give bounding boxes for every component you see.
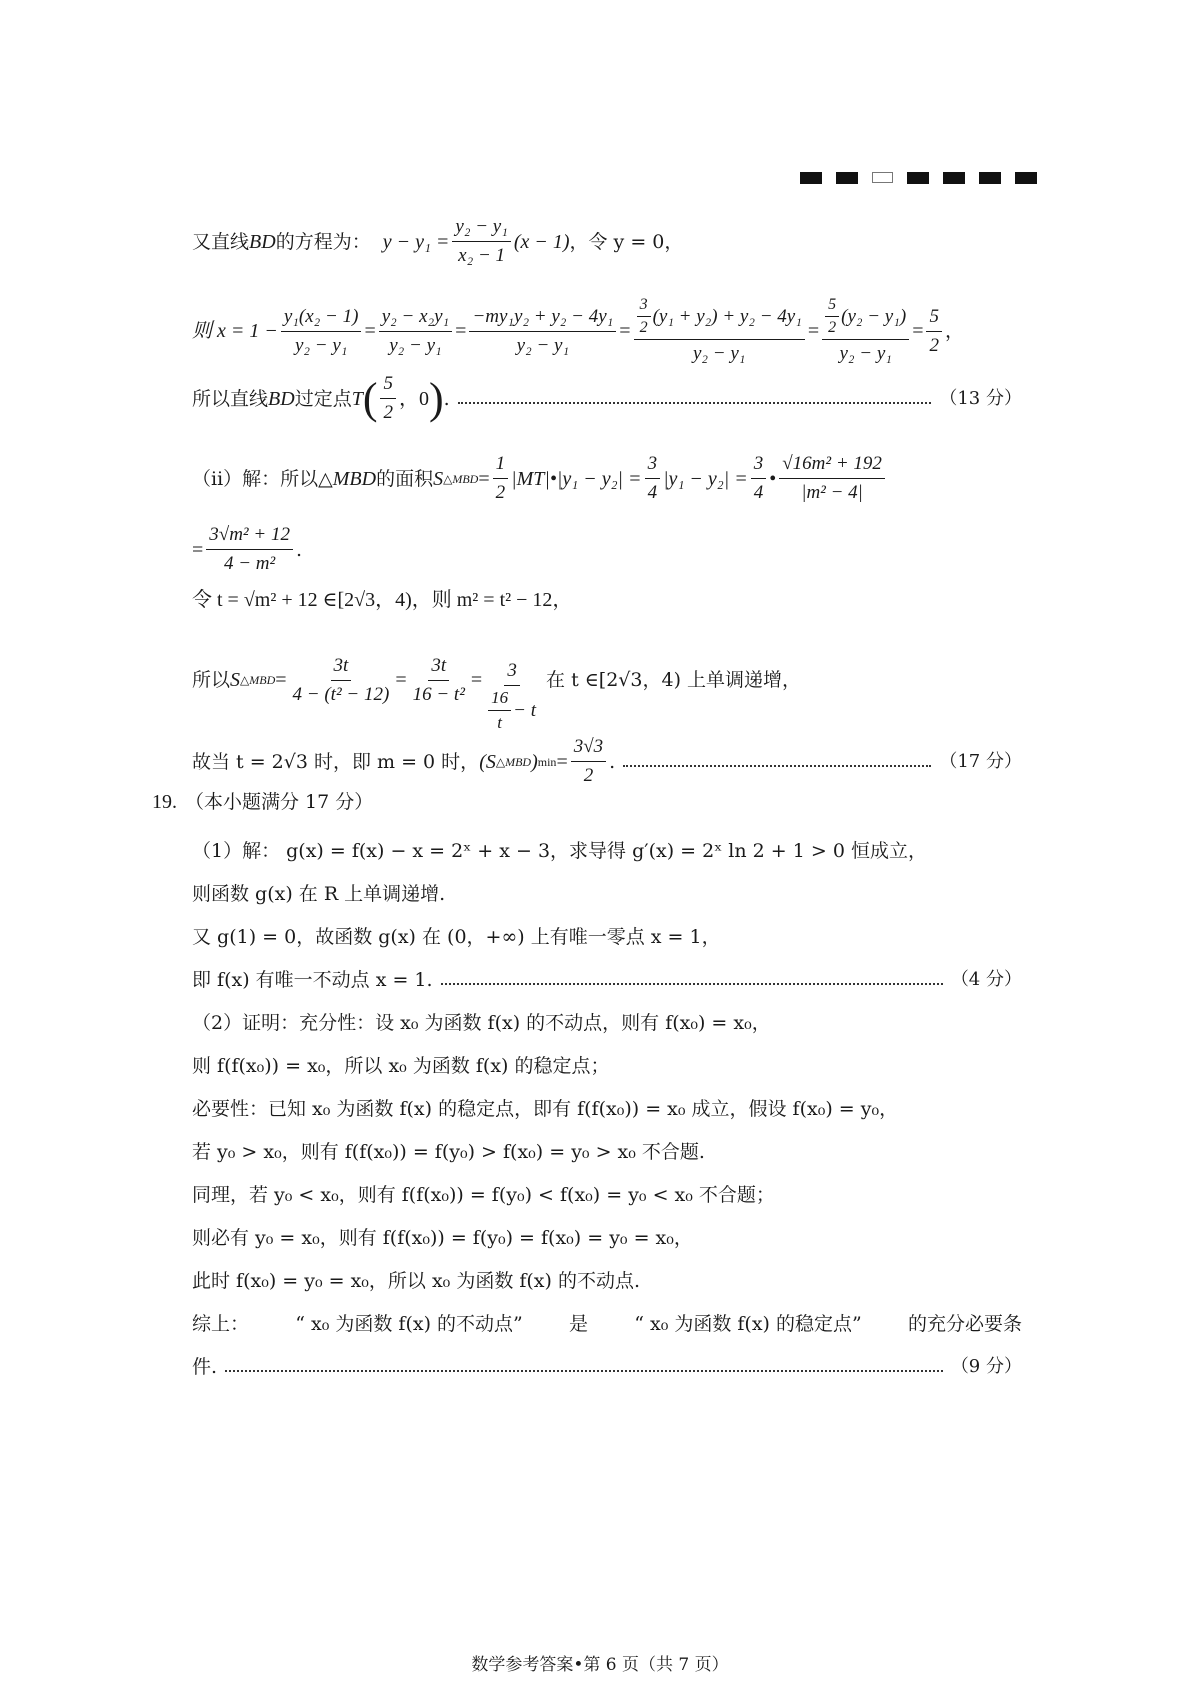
fraction [493, 452, 509, 505]
fraction [645, 452, 661, 505]
score-label: （17 分） [939, 750, 1022, 772]
inner-fraction [825, 296, 839, 337]
text: 则必有 y₀ = x₀，则有 f(f(x₀)) = f(y₀) = f(x₀) = y₀ = x₀， [192, 1227, 693, 1249]
math: (S [479, 750, 496, 773]
question-title: （本小题满分 17 分） [185, 791, 374, 813]
denominator: y₂ − y₁ [294, 334, 348, 356]
fraction [926, 305, 942, 358]
equals-sign: = [470, 669, 483, 691]
score-label: （4 分） [950, 969, 1022, 990]
line-area [192, 452, 1022, 505]
text: 件. [192, 1356, 218, 1378]
line-monotonic [192, 643, 1022, 732]
paragraph-3 [192, 923, 1022, 951]
header-mark [872, 172, 893, 183]
text: 则 f(f(x₀)) = x₀，所以 x₀ 为函数 f(x) 的稳定点； [192, 1055, 610, 1077]
fraction [379, 305, 452, 358]
text: “ x₀ 为函数 f(x) 的不动点” [295, 1313, 523, 1335]
text: （1）解： g(x) = f(x) − x = 2ˣ + x − 3，求导得 g′(x) = 2ˣ ln 2 + 1 > 0 恒成立， [192, 840, 927, 862]
fraction [751, 452, 767, 505]
math: S [433, 467, 444, 490]
denominator: y₂ − y₁ [516, 334, 570, 356]
denominator: 2 [383, 402, 393, 423]
fraction [290, 654, 393, 707]
text: “ x₀ 为函数 f(x) 的稳定点” [634, 1313, 862, 1335]
page-footer: 数学参考答案•第 6 页（共 7 页） [471, 1655, 729, 1675]
denominator: 4 − m² [223, 553, 276, 574]
text: ， [944, 320, 964, 342]
denominator [485, 686, 539, 733]
equals-sign: = [275, 669, 287, 691]
line-substitution [192, 586, 1022, 614]
score-label: （13 分） [939, 387, 1022, 409]
math: BD [249, 230, 276, 253]
line-x-derivation [192, 296, 1022, 366]
text: 必要性：已知 x₀ 为函数 f(x) 的稳定点，即有 f(f(x₀)) = x₀ 成立，假设 f(x₀) = y₀， [192, 1098, 899, 1120]
text: 的方程为： [275, 230, 371, 253]
math: BD [268, 387, 295, 410]
paragraph-2 [192, 880, 1022, 908]
inner-fraction [488, 688, 511, 733]
numerator [634, 296, 805, 340]
paragraph-13 [192, 1353, 1022, 1381]
denominator: 2 [929, 334, 939, 356]
numerator: 3 [645, 452, 661, 479]
equals-sign: = [395, 669, 407, 691]
denominator: 16 − t² [412, 683, 465, 705]
denominator: x₂ − 1 [458, 245, 506, 266]
left-paren: ( [362, 373, 378, 423]
text: 所以 [192, 669, 231, 691]
text: （2）证明：充分性：设 x₀ 为函数 f(x) 的不动点，则有 f(x₀) = x₀， [192, 1012, 771, 1034]
numerator: y₂ − x₂y₁ [379, 305, 452, 332]
fraction [206, 523, 293, 576]
numerator [822, 296, 909, 340]
line-minimum [192, 735, 1022, 788]
subscript: △MBD [443, 471, 479, 486]
dot-leader [623, 765, 931, 767]
numerator: 3t [331, 654, 352, 681]
paragraph-6 [192, 1052, 1022, 1080]
math: 则 x = 1 − [192, 320, 278, 342]
fraction [779, 452, 885, 505]
text: 综上： [192, 1313, 250, 1335]
numerator: 5 [825, 296, 839, 317]
equals-sign: = [364, 320, 376, 342]
paragraph-5 [192, 1009, 1022, 1037]
text: 过定点 [294, 387, 352, 410]
denominator: 2 [583, 765, 594, 786]
numerator: y₂ − y₁ [452, 215, 510, 242]
text: ，令 y = 0， [569, 230, 684, 253]
numerator: 3√3 [571, 735, 606, 762]
numerator-rest: (y₁ + y₂) + y₂ − 4y₁ [652, 305, 802, 327]
text: 令 t = √m² + 12 ∈[2√3，4)，则 m² = t² − 12， [192, 589, 573, 611]
denominator: y₂ − y₁ [839, 343, 892, 364]
subscript: △MBD [495, 754, 532, 769]
denominator: 2 [495, 482, 506, 503]
equals-sign: = [912, 320, 924, 342]
numerator: 3 [751, 452, 767, 479]
numerator-rest: (y₂ − y₁) [841, 305, 907, 327]
numerator: 1 [493, 452, 509, 479]
fraction [469, 305, 616, 358]
header-marks [800, 172, 1037, 184]
line-fixed-point [192, 372, 1022, 425]
dot-leader [225, 1370, 943, 1372]
text: 故当 t = 2√3 时，即 m = 0 时， [192, 750, 480, 773]
text: 又直线 [192, 230, 250, 253]
numerator: y₁(x₂ − 1) [281, 305, 362, 332]
header-mark [836, 172, 858, 184]
numerator: √16m² + 192 [779, 452, 885, 479]
line-area-simplified [192, 523, 1022, 576]
math: T [351, 387, 363, 410]
numerator: 3t [428, 654, 449, 681]
equals-sign: = [619, 320, 631, 342]
fraction [822, 296, 909, 366]
denominator: 4 [753, 482, 764, 503]
paragraph-7 [192, 1095, 1022, 1123]
math: |MT|•|y₁ − y₂| = [511, 467, 642, 490]
math: S [230, 669, 241, 691]
dot-leader [458, 402, 932, 404]
text: 即 f(x) 有唯一不动点 x = 1. [192, 969, 433, 991]
math: ) [531, 750, 538, 773]
equals-sign: = [478, 467, 490, 490]
question-number: 19. [152, 791, 177, 813]
text: 同理，若 y₀ < x₀，则有 f(f(x₀)) = f(y₀) < f(x₀) = y₀ < x₀ 不合题； [192, 1184, 775, 1206]
math: (x − 1) [513, 230, 570, 253]
fraction [634, 296, 805, 366]
equals-sign: = [455, 320, 467, 342]
header-mark [1015, 172, 1037, 184]
right-paren: ) [428, 373, 444, 423]
math: • [769, 467, 777, 490]
math: MBD [332, 467, 377, 490]
paragraph-12 [192, 1310, 1022, 1338]
math: |y₁ − y₂| = [663, 467, 748, 490]
text: 此时 f(x₀) = y₀ = x₀，所以 x₀ 为函数 f(x) 的不动点. [192, 1270, 641, 1292]
paragraph-11 [192, 1267, 1022, 1295]
denominator: y₂ − y₁ [693, 343, 746, 364]
text: 若 y₀ > x₀，则有 f(f(x₀)) = f(y₀) > f(x₀) = y₀ > x₀ 不合题. [192, 1141, 705, 1163]
fraction [452, 215, 510, 268]
numerator: −my₁y₂ + y₂ − 4y₁ [469, 305, 616, 332]
text: （ⅱ）解：所以△ [192, 467, 333, 490]
point-T [352, 372, 450, 425]
denominator: |m² − 4| [801, 482, 863, 503]
paragraph-1 [192, 837, 1022, 865]
fraction [380, 372, 396, 425]
denominator: t [497, 713, 503, 732]
numerator: 5 [380, 372, 396, 399]
numerator: 3 [504, 659, 520, 686]
dot-leader [441, 983, 943, 985]
denominator: 2 [828, 319, 837, 336]
numerator: 3√m² + 12 [206, 523, 293, 550]
fraction [281, 305, 362, 358]
fraction [485, 659, 539, 733]
text: 所以直线 [192, 387, 269, 410]
text: 的充分必要条 [907, 1313, 1022, 1335]
line-bd-equation [192, 215, 1022, 268]
subscript: min [537, 754, 557, 769]
text: . [443, 387, 450, 410]
header-mark [907, 172, 929, 184]
equals-sign: = [192, 538, 204, 561]
numerator: 3 [637, 296, 651, 317]
math: ，0 [398, 387, 429, 410]
header-mark [800, 172, 822, 184]
subscript: △MBD [240, 673, 276, 687]
fraction [410, 654, 468, 707]
header-mark [943, 172, 965, 184]
numerator: 5 [926, 305, 942, 332]
paragraph-9 [192, 1181, 1022, 1209]
score-label: （9 分） [950, 1356, 1022, 1377]
equals-sign: = [807, 320, 820, 342]
header-mark [979, 172, 1001, 184]
paragraph-8 [192, 1138, 1022, 1166]
paragraph-10 [192, 1224, 1022, 1252]
text: 是 [568, 1313, 588, 1335]
text: . [295, 538, 302, 561]
denominator: 4 [647, 482, 658, 503]
denominator: 2 [639, 319, 648, 336]
inner-fraction [637, 296, 651, 337]
math: y − y₁ = [382, 230, 450, 253]
numerator: 16 [488, 688, 511, 711]
text: . [609, 750, 616, 773]
text: 则函数 g(x) 在 R 上单调递增. [192, 883, 446, 905]
denominator: 4 − (t² − 12) [292, 683, 390, 705]
denominator-rest: − t [513, 699, 537, 721]
text: 在 t ∈[2√3，4) 上单调递增， [546, 669, 802, 691]
question-19-header [152, 788, 1022, 816]
text: 的面积 [376, 467, 434, 490]
denominator: y₂ − y₁ [389, 334, 442, 356]
paragraph-4 [192, 966, 1022, 994]
text: 又 g(1) = 0，故函数 g(x) 在 (0，+∞) 上有唯一零点 x = 1， [192, 926, 721, 948]
equals-sign: = [556, 750, 568, 773]
fraction [571, 735, 606, 788]
